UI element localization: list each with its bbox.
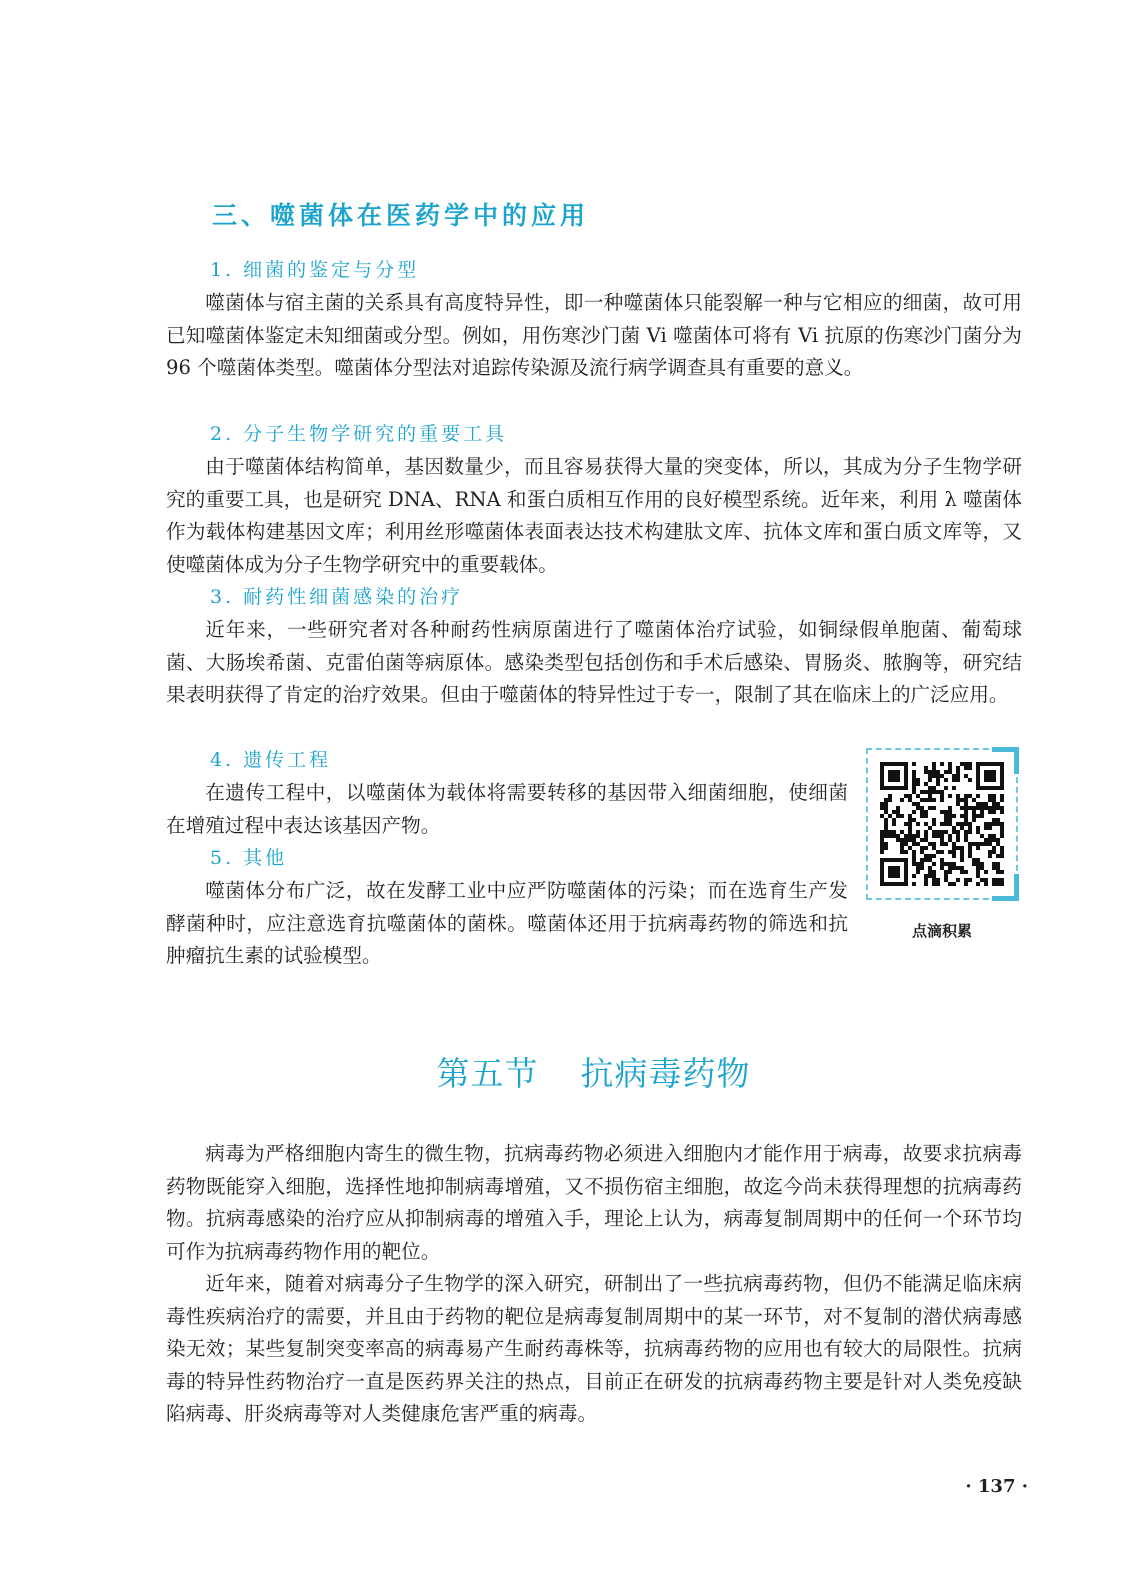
- qr-code-icon[interactable]: [880, 762, 1004, 886]
- subsection-text-3: 近年来，一些研究者对各种耐药性病原菌进行了噬菌体治疗试验，如铜绿假单胞菌、葡萄球菌、大肠埃希菌、克雷伯菌等病原体。感染类型包括创伤和手术后感染、胃肠炎、脓胸等，研究结果表明获得了肯定的治疗效果。但由于噬菌体的特异性过于专一，限制了其在临床上的广泛应用。: [166, 618, 1022, 707]
- chapter-paragraph-2: 近年来，随着对病毒分子生物学的深入研究，研制出了一些抗病毒药物，但仍不能满足临床病毒性疾病治疗的需要，并且由于药物的靶位是病毒复制周期中的某一环节，对不复制的潜伏病毒感染无效；某些复制突变率高的病毒易产生耐药毒株等，抗病毒药物的应用也有较大的局限性。抗病毒的特异性药物治疗一直是医药界关注的热点，目前正在研发的抗病毒药物主要是针对人类免疫缺陷病毒、肝炎病毒等对人类健康危害严重的病毒。: [166, 1272, 1022, 1426]
- subsection-heading-4: 4. 遗传工程: [210, 749, 332, 771]
- subsection-text-4: 在遗传工程中，以噬菌体为载体将需要转移的基因带入细菌细胞，使细菌在增殖过程中表达该基因产物。: [166, 781, 848, 837]
- qr-caption: 点滴积累: [911, 922, 972, 940]
- subsection-heading-2: 2. 分子生物学研究的重要工具: [210, 423, 508, 445]
- chapter-number: 第五节: [436, 1054, 539, 1093]
- subsection-heading-5: 5. 其他: [210, 847, 288, 869]
- page-number: · 137 ·: [965, 1476, 1028, 1497]
- subsection-text-1: 噬菌体与宿主菌的关系具有高度特异性，即一种噬菌体只能裂解一种与它相应的细菌，故可用已知噬菌体鉴定未知细菌或分型。例如，用伤寒沙门菌 Vi 噬菌体可将有 Vi 抗原的伤寒沙门菌分为 96 个噬菌体类型。噬菌体分型法对追踪传染源及流行病学调查具有重要的意义。: [166, 291, 1022, 380]
- chapter-heading: [0, 1048, 1127, 1095]
- subsection-text-5: 噬菌体分布广泛，故在发酵工业中应严防噬菌体的污染；而在选育生产发酵菌种时，应注意选育抗噬菌体的菌株。噬菌体还用于抗病毒药物的筛选和抗肿瘤抗生素的试验模型。: [166, 879, 848, 968]
- qr-code-frame[interactable]: [866, 748, 1018, 900]
- chapter-title: 抗病毒药物: [580, 1054, 751, 1093]
- subsection-text-2: 由于噬菌体结构简单，基因数量少，而且容易获得大量的突变体，所以，其成为分子生物学研究的重要工具，也是研究 DNA、RNA 和蛋白质相互作用的良好模型系统。近年来，利用 λ 噬菌体作为载体构建基因文库；利用丝形噬菌体表面表达技术构建肽文库、抗体文库和蛋白质文库等，又使噬菌体成为分子生物学研究中的重要载体。: [166, 455, 1022, 576]
- subsection-heading-1: 1. 细菌的鉴定与分型: [210, 259, 420, 281]
- qr-modules: [880, 762, 1004, 886]
- chapter-paragraph-1: 病毒为严格细胞内寄生的微生物，抗病毒药物必须进入细胞内才能作用于病毒，故要求抗病毒药物既能穿入细胞，选择性地抑制病毒增殖，又不损伤宿主细胞，故迄今尚未获得理想的抗病毒药物。抗病毒感染的治疗应从抑制病毒的增殖入手，理论上认为，病毒复制周期中的任何一个环节均可作为抗病毒药物作用的靶位。: [166, 1142, 1022, 1263]
- subsection-heading-3: 3. 耐药性细菌感染的治疗: [210, 586, 464, 608]
- section-title: 三、噬菌体在医药学中的应用: [212, 201, 590, 230]
